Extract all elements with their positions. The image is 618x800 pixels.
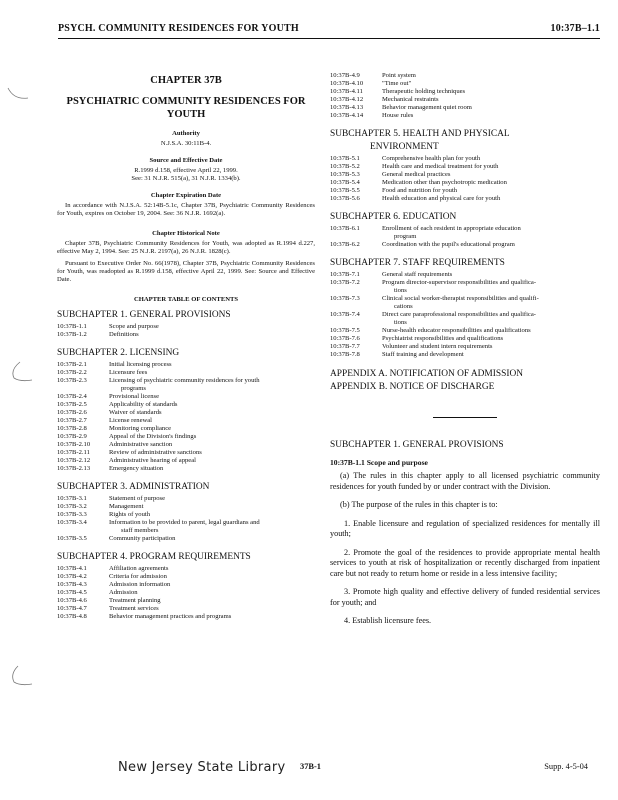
header-section-number: 10:37B–1.1 xyxy=(550,23,600,34)
body-item-2: 2. Promote the goal of the residences to provide appropriate mental health services to youth at risk of hospitalization or recently discharged from inpatient care but not ready to return home or reside in a less intensive facility; xyxy=(330,547,600,578)
toc-section-title xyxy=(109,393,315,401)
toc-entry xyxy=(57,425,315,433)
toc-title-text: Applicability of standards xyxy=(109,401,178,408)
toc-section-number: 10:37B-4.11 xyxy=(330,88,363,95)
toc-entry xyxy=(330,311,600,327)
toc-title-text: Staff training and development xyxy=(382,351,464,358)
toc-section-title xyxy=(109,573,315,581)
authority-heading: Authority xyxy=(172,130,200,137)
toc-title-continuation: cations xyxy=(394,303,413,310)
toc-section-title xyxy=(382,187,600,195)
toc-section-number: 10:37B-7.3 xyxy=(330,295,360,302)
toc-section-number: 10:37B-7.4 xyxy=(330,311,360,318)
chapter-title: PSYCHIATRIC COMMUNITY RESIDENCES FOR YOUTH xyxy=(66,96,306,120)
toc-section-title xyxy=(109,589,315,597)
toc-section-title xyxy=(109,457,315,465)
toc-title-text: Coordination with the pupil's educational program xyxy=(382,241,515,248)
toc-title-continuation: staff members xyxy=(121,527,159,534)
toc-entry xyxy=(330,225,600,241)
toc-entry xyxy=(57,393,315,401)
toc-section-title xyxy=(109,613,315,621)
toc-title-text: Provisional license xyxy=(109,393,159,400)
toc-entry xyxy=(330,187,600,195)
toc-section-title xyxy=(109,565,315,573)
toc-section-title xyxy=(382,88,600,96)
library-stamp: New Jersey State Library xyxy=(118,760,286,775)
toc-section-number: 10:37B-2.5 xyxy=(57,401,87,408)
toc-section-number: 10:37B-7.1 xyxy=(330,271,360,278)
toc-entry xyxy=(57,441,315,449)
toc-title-text: Definitions xyxy=(109,331,139,338)
toc-entry xyxy=(57,503,315,511)
toc-entry xyxy=(330,241,600,249)
section-title: 10:37B-1.1 Scope and purpose xyxy=(330,458,428,467)
toc-subchapter-heading: SUBCHAPTER 3. ADMINISTRATION xyxy=(57,482,210,492)
toc-section-title xyxy=(109,465,315,473)
toc-section-number: 10:37B-7.7 xyxy=(330,343,360,350)
toc-section-title xyxy=(109,331,315,339)
toc-entry xyxy=(57,401,315,409)
toc-section-title xyxy=(382,171,600,179)
toc-title-text: Administrative sanction xyxy=(109,441,173,448)
appendix-b: APPENDIX B. NOTICE OF DISCHARGE xyxy=(330,382,495,392)
toc-title-text: Point system xyxy=(382,72,416,79)
toc-title-text: General medical practices xyxy=(382,171,451,178)
toc-section-title xyxy=(109,449,315,457)
toc-left-list xyxy=(57,310,315,621)
toc-subchapter-heading: SUBCHAPTER 6. EDUCATION xyxy=(330,212,457,222)
toc-title-text: Initial licensing process xyxy=(109,361,172,368)
toc-title-text: Treatment planning xyxy=(109,597,161,604)
toc-section-number: 10:37B-3.2 xyxy=(57,503,87,510)
toc-section-title xyxy=(109,401,315,409)
toc-section-title xyxy=(109,495,315,503)
toc-entry xyxy=(57,417,315,425)
toc-entry xyxy=(330,327,600,335)
toc-title-continuation: programs xyxy=(121,385,146,392)
history-heading: Chapter Historical Note xyxy=(152,230,220,237)
toc-section-number: 10:37B-4.14 xyxy=(330,112,364,119)
page-number: 37B-1 xyxy=(300,762,321,771)
toc-section-number: 10:37B-5.6 xyxy=(330,195,360,202)
toc-section-number: 10:37B-4.8 xyxy=(57,613,87,620)
toc-title-text: Criteria for admission xyxy=(109,573,167,580)
toc-section-title xyxy=(109,441,315,449)
toc-entry xyxy=(57,323,315,331)
toc-section-number: 10:37B-6.1 xyxy=(330,225,360,232)
toc-section-title xyxy=(382,179,600,187)
toc-title-text: Emergency situation xyxy=(109,465,164,472)
toc-section-number: 10:37B-4.10 xyxy=(330,80,364,87)
toc-section-number: 10:37B-2.3 xyxy=(57,377,87,384)
left-column xyxy=(57,72,315,621)
toc-subchapter-heading: SUBCHAPTER 4. PROGRAM REQUIREMENTS xyxy=(57,552,251,562)
toc-section-title xyxy=(109,511,315,519)
toc-section-number: 10:37B-4.5 xyxy=(57,589,87,596)
toc-entry xyxy=(57,613,315,621)
toc-entry xyxy=(330,343,600,351)
toc-entry xyxy=(57,457,315,465)
toc-subchapter-heading: SUBCHAPTER 7. STAFF REQUIREMENTS xyxy=(330,258,505,268)
margin-mark xyxy=(8,664,36,690)
source-heading: Source and Effective Date xyxy=(149,157,223,164)
toc-entry xyxy=(57,565,315,573)
toc-section-title xyxy=(109,323,315,331)
toc-title-text: Enrollment of each resident in appropriate education xyxy=(382,225,521,232)
toc-entry xyxy=(330,179,600,187)
chapter-label: CHAPTER 37B xyxy=(150,75,222,86)
toc-section-number: 10:37B-1.2 xyxy=(57,331,87,338)
toc-entry xyxy=(57,331,315,339)
toc-title-text: Administrative hearing of appeal xyxy=(109,457,196,464)
toc-title-text: Admission xyxy=(109,589,138,596)
toc-entry xyxy=(57,495,315,503)
toc-section-title xyxy=(109,519,315,535)
margin-mark xyxy=(6,86,32,104)
toc-section-number: 10:37B-2.13 xyxy=(57,465,91,472)
toc-entry xyxy=(330,155,600,163)
toc-section-number: 10:37B-3.3 xyxy=(57,511,87,518)
toc-entry xyxy=(330,295,600,311)
toc-entry xyxy=(57,519,315,535)
margin-mark xyxy=(8,360,36,386)
toc-title-text: General staff requirements xyxy=(382,271,453,278)
toc-entry xyxy=(57,605,315,613)
toc-section-title xyxy=(382,335,600,343)
toc-title-text: Health care and medical treatment for youth xyxy=(382,163,499,170)
authority-text: N.J.S.A. 30:11B-4. xyxy=(160,140,212,147)
toc-title-text: Scope and purpose xyxy=(109,323,159,330)
toc-section-title xyxy=(382,351,600,359)
toc-section-number: 10:37B-7.5 xyxy=(330,327,360,334)
toc-title-text: Comprehensive health plan for youth xyxy=(382,155,481,162)
toc-title-text: Medication other than psychotropic medication xyxy=(382,179,507,186)
toc-entry xyxy=(57,377,315,393)
source-line: R.1999 d.158, effective April 22, 1999. xyxy=(134,167,238,174)
toc-entry xyxy=(57,433,315,441)
toc-entry xyxy=(57,409,315,417)
toc-section-title xyxy=(109,409,315,417)
body-item-3: 3. Promote high quality and effective delivery of funded residential services for youth; and xyxy=(330,587,600,607)
toc-title-continuation: tions xyxy=(394,287,407,294)
toc-section-title xyxy=(109,425,315,433)
toc-title-text: Admission information xyxy=(109,581,171,588)
body-item-1: 1. Enable licensure and regulation of specialized residences for mentally ill youth; xyxy=(330,518,600,538)
toc-title-text: License renewal xyxy=(109,417,153,424)
toc-section-number: 10:37B-4.6 xyxy=(57,597,87,604)
toc-entry xyxy=(57,465,315,473)
supplement-date: Supp. 4-5-04 xyxy=(544,762,588,771)
toc-entry xyxy=(330,271,600,279)
toc-section-title xyxy=(382,271,600,279)
toc-section-title xyxy=(109,377,315,393)
body-paragraph-b: (b) The purpose of the rules in this chapter is to: xyxy=(340,500,498,509)
toc-entry xyxy=(330,351,600,359)
toc-section-title xyxy=(382,343,600,351)
toc-section-title xyxy=(109,433,315,441)
toc-section-number: 10:37B-2.10 xyxy=(57,441,91,448)
toc-section-title xyxy=(382,96,600,104)
toc-section-number: 10:37B-7.2 xyxy=(330,279,360,286)
toc-section-title xyxy=(382,225,600,241)
toc-subchapter-heading: SUBCHAPTER 2. LICENSING xyxy=(57,348,180,358)
toc-section-title xyxy=(109,597,315,605)
toc-section-title xyxy=(382,295,600,311)
toc-title-text: Waiver of standards xyxy=(109,409,162,416)
toc-entry xyxy=(57,535,315,543)
toc-title-text: Psychiatrist responsibilities and qualifications xyxy=(382,335,504,342)
toc-entry xyxy=(330,171,600,179)
toc-entry xyxy=(57,581,315,589)
toc-section-number: 10:37B-4.7 xyxy=(57,605,87,612)
toc-section-title xyxy=(382,104,600,112)
toc-section-number: 10:37B-4.1 xyxy=(57,565,87,572)
toc-section-number: 10:37B-5.3 xyxy=(330,171,360,178)
toc-title-text: Behavior management practices and programs xyxy=(109,613,232,620)
toc-section-number: 10:37B-4.9 xyxy=(330,72,360,79)
toc-section-number: 10:37B-2.8 xyxy=(57,425,87,432)
toc-section-title xyxy=(382,195,600,203)
toc-section-number: 10:37B-3.1 xyxy=(57,495,87,502)
toc-section-number: 10:37B-2.1 xyxy=(57,361,87,368)
toc-section-number: 10:37B-2.11 xyxy=(57,449,90,456)
toc-title-text: Therapeutic holding techniques xyxy=(382,88,466,95)
toc-section-number: 10:37B-6.2 xyxy=(330,241,360,248)
toc-section-title xyxy=(109,361,315,369)
toc-section-title xyxy=(382,112,600,120)
toc-entry xyxy=(330,72,600,80)
toc-entry xyxy=(57,589,315,597)
body-paragraph-a: (a) The rules in this chapter apply to all licensed psychiatric community residences for youth funded by or under contract with the Division. xyxy=(330,471,600,491)
toc-section-number: 10:37B-5.4 xyxy=(330,179,360,186)
toc-title-text: Appeal of the Division's findings xyxy=(109,433,197,440)
toc-title-text: Monitoring compliance xyxy=(109,425,172,432)
appendix-a: APPENDIX A. NOTIFICATION OF ADMISSION xyxy=(330,369,523,379)
toc-title-text: Food and nutrition for youth xyxy=(382,187,458,194)
toc-title-text: Licensing of psychiatric community residences for youth xyxy=(109,377,260,384)
toc-subchapter-heading: SUBCHAPTER 5. HEALTH AND PHYSICAL xyxy=(330,129,510,139)
toc-section-number: 10:37B-2.6 xyxy=(57,409,87,416)
toc-section-title xyxy=(109,417,315,425)
toc-entry xyxy=(330,335,600,343)
section-divider xyxy=(433,417,497,418)
toc-section-title xyxy=(109,503,315,511)
toc-title-continuation: program xyxy=(394,233,417,240)
toc-title-text: House rules xyxy=(382,112,414,119)
toc-title-text: Review of administrative sanctions xyxy=(109,449,202,456)
toc-title-text: Rights of youth xyxy=(109,511,151,518)
toc-title-text: Treatment services xyxy=(109,605,159,612)
toc-right-list xyxy=(330,129,600,359)
body-subchapter-heading: SUBCHAPTER 1. GENERAL PROVISIONS xyxy=(330,440,504,450)
toc-title-text: Management xyxy=(109,503,144,510)
toc-title-continuation: tions xyxy=(394,319,407,326)
toc-title-text: Community participation xyxy=(109,535,176,542)
toc-section-number: 10:37B-4.13 xyxy=(330,104,364,111)
toc-section-title xyxy=(109,605,315,613)
toc-entry xyxy=(57,449,315,457)
toc-section-title xyxy=(382,241,600,249)
toc-entry xyxy=(57,369,315,377)
toc-section-number: 10:37B-7.6 xyxy=(330,335,360,342)
toc-title-text: Behavior management quiet room xyxy=(382,104,472,111)
toc-title-text: "Time out" xyxy=(382,80,412,87)
toc-title-text: Statement of purpose xyxy=(109,495,166,502)
toc-section-title xyxy=(382,163,600,171)
toc-title-text: Nurse-health educator responsibilities and qualifications xyxy=(382,327,531,334)
toc-entry xyxy=(330,195,600,203)
history-paragraph: Chapter 37B, Psychiatric Community Residences for Youth, was adopted as R.1994 d.227, effective May 2, 1994. See: 25 N.J.R. 2197(a), 26 N.J.R. 1828(c). xyxy=(57,240,315,255)
toc-section-number: 10:37B-2.9 xyxy=(57,433,87,440)
toc-section-number: 10:37B-7.8 xyxy=(330,351,360,358)
toc-section-number: 10:37B-5.1 xyxy=(330,155,360,162)
toc-entry xyxy=(330,96,600,104)
toc-section-title xyxy=(382,72,600,80)
toc-entry xyxy=(330,104,600,112)
toc-section-number: 10:37B-3.5 xyxy=(57,535,87,542)
toc-title-text: Information to be provided to parent, legal guardians and xyxy=(109,519,260,526)
toc-section-title xyxy=(109,535,315,543)
toc-section-number: 10:37B-4.3 xyxy=(57,581,87,588)
right-column xyxy=(330,72,600,635)
toc-entry xyxy=(57,597,315,605)
toc-section-number: 10:37B-4.2 xyxy=(57,573,87,580)
toc-title-text: Volunteer and student intern requirements xyxy=(382,343,493,350)
toc-section-title xyxy=(382,80,600,88)
toc-title-text: Affiliation agreements xyxy=(109,565,169,572)
expiration-heading: Chapter Expiration Date xyxy=(150,192,222,199)
toc-entry xyxy=(330,88,600,96)
toc-section-number: 10:37B-4.12 xyxy=(330,96,364,103)
toc-section-number: 10:37B-2.7 xyxy=(57,417,87,424)
toc-section-title xyxy=(109,581,315,589)
body-item-4: 4. Establish licensure fees. xyxy=(344,616,432,625)
toc-section-title xyxy=(382,311,600,327)
toc-title-text: Licensure fees xyxy=(109,369,148,376)
expiration-text: In accordance with N.J.S.A. 52:14B-5.1c, Chapter 37B, Psychiatric Community Residences for Youth, expires on October 19, 2004. See: 36 N.J.R. 1692(a). xyxy=(57,202,315,217)
toc-title-text: Program director-supervisor responsibilities and qualifica- xyxy=(382,279,537,286)
toc-entry xyxy=(330,163,600,171)
toc-entry xyxy=(57,573,315,581)
history-paragraph: Pursuant to Executive Order No. 66(1978), Chapter 37B, Psychiatric Community Residences for Youth, was readopted as R.1999 d.158, effective April 22, 1999. See: Source and Effective Date. xyxy=(57,260,315,283)
toc-entry xyxy=(330,279,600,295)
toc-continued-list xyxy=(330,72,600,120)
toc-title-text: Mechanical restraints xyxy=(382,96,439,103)
toc-section-number: 10:37B-5.2 xyxy=(330,163,360,170)
toc-entry xyxy=(330,80,600,88)
toc-section-number: 10:37B-2.12 xyxy=(57,457,91,464)
toc-title-text: Direct care paraprofessional responsibilities and qualifica- xyxy=(382,311,536,318)
toc-title-text: Health education and physical care for youth xyxy=(382,195,501,202)
source-line: See: 31 N.J.R. 515(a), 31 N.J.R. 1334(b). xyxy=(131,175,241,182)
toc-section-number: 10:37B-3.4 xyxy=(57,519,87,526)
toc-section-number: 10:37B-2.4 xyxy=(57,393,87,400)
toc-title-text: Clinical social worker-therapist responsibilities and qualifi- xyxy=(382,295,539,302)
toc-entry xyxy=(330,112,600,120)
toc-entry xyxy=(57,511,315,519)
running-header xyxy=(58,22,600,39)
toc-section-title xyxy=(382,279,600,295)
toc-section-title xyxy=(382,327,600,335)
toc-section-title xyxy=(382,155,600,163)
toc-section-title xyxy=(109,369,315,377)
toc-section-number: 10:37B-2.2 xyxy=(57,369,87,376)
header-title: PSYCH. COMMUNITY RESIDENCES FOR YOUTH xyxy=(58,23,299,34)
toc-section-number: 10:37B-1.1 xyxy=(57,323,87,330)
toc-subchapter-heading-continuation: ENVIRONMENT xyxy=(370,142,439,152)
toc-entry xyxy=(57,361,315,369)
toc-section-number: 10:37B-5.5 xyxy=(330,187,360,194)
toc-heading: CHAPTER TABLE OF CONTENTS xyxy=(133,296,239,303)
toc-subchapter-heading: SUBCHAPTER 1. GENERAL PROVISIONS xyxy=(57,310,231,320)
